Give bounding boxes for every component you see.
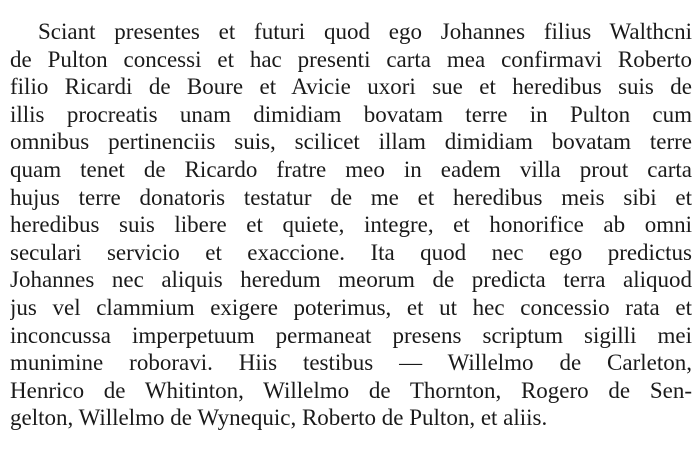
text-line: Johannes nec aliquis heredum meorum de predicta terra aliquod [10, 267, 692, 293]
text-line: filio Ricardi de Boure et Avicie uxori sue et heredibus suis de [10, 74, 692, 100]
charter-paragraph [10, 18, 692, 432]
text-line: inconcussa imperpetuum permaneat presens scriptum sigilli mei [10, 322, 692, 348]
text-line: omnibus pertinenciis suis, scilicet illam dimidiam bovatam terre [10, 129, 692, 155]
text-line: Sciant presentes et futuri quod ego Johannes filius Walthcni [38, 19, 692, 44]
text-line: gelton, Willelmo de Wynequic, Roberto de Pulton, et aliis. [10, 405, 548, 431]
text-line: Henrico de Whitinton, Willelmo de Thornton, Rogero de Sen- [10, 377, 692, 403]
text-line: hujus terre donatoris testatur de me et heredibus meis sibi et [10, 184, 692, 210]
text-line: de Pulton concessi et hac presenti carta mea confirmavi Roberto [10, 46, 692, 72]
text-line: munimine roboravi. Hiis testibus — Willelmo de Carleton, [10, 350, 692, 376]
text-line: illis procreatis unam dimidiam bovatam terre in Pulton cum [10, 101, 692, 127]
text-line: heredibus suis libere et quiete, integre, et honorifice ab omni [10, 212, 692, 238]
text-line: quam tenet de Ricardo fratre meo in eadem villa prout carta [10, 156, 692, 182]
text-line: seculari servicio et exaccione. Ita quod nec ego predictus [10, 239, 692, 265]
text-line: jus vel clammium exigere poterimus, et ut hec concessio rata et [10, 294, 692, 320]
